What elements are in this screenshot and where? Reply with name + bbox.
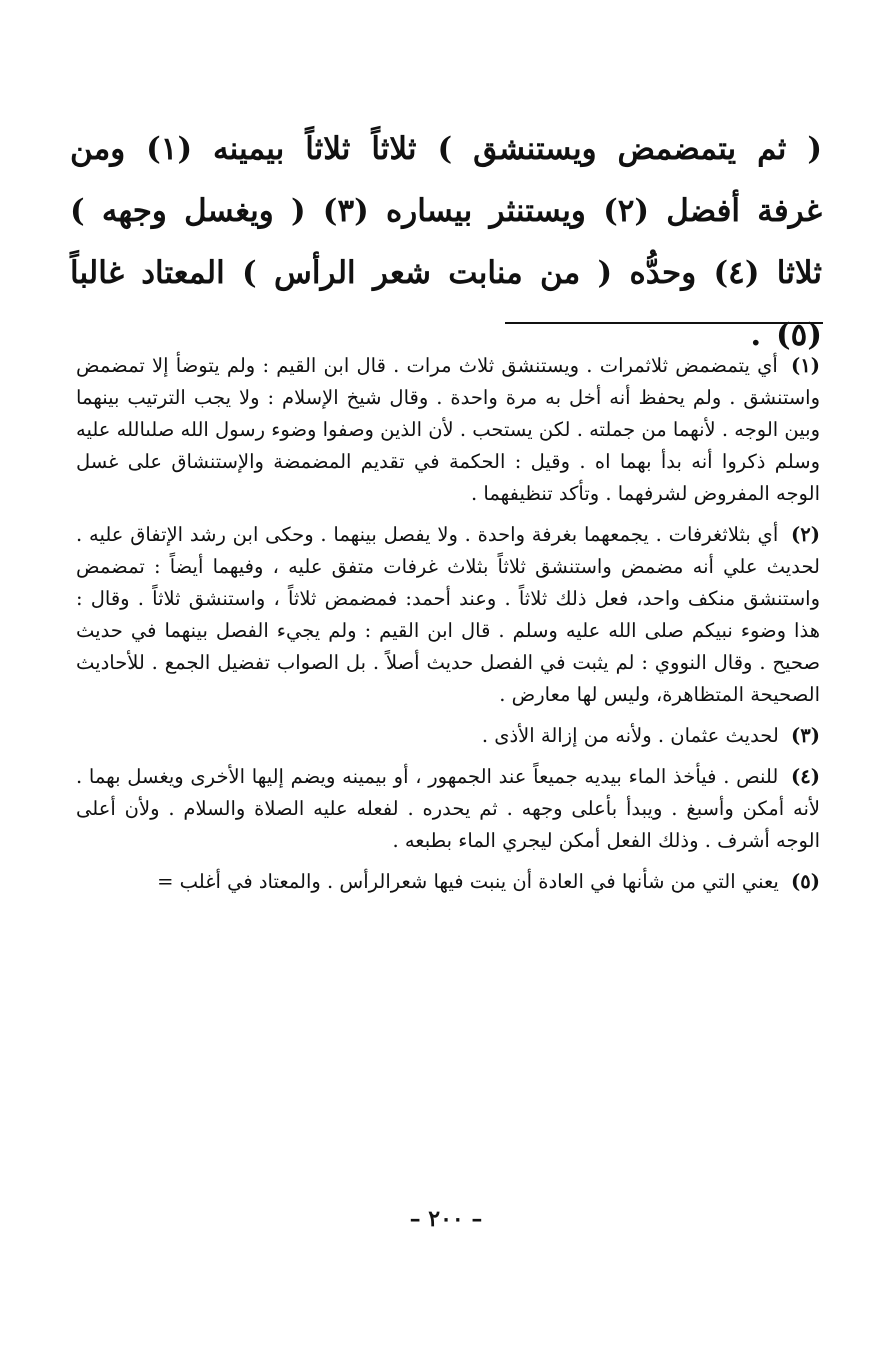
main-text-block <box>70 118 822 366</box>
footnote-1 <box>76 350 820 510</box>
footnote-1-number: (١) <box>791 354 820 377</box>
footnote-5-text: يعني التي من شأنها في العادة أن ينبت فيها شعرالرأس . والمعتاد في أغلب = <box>157 870 779 893</box>
footnote-3-number: (٣) <box>791 724 820 747</box>
page-number: – ٢٠٠ – <box>409 1206 483 1232</box>
footnote-3 <box>76 720 820 752</box>
footnote-5-number: (٥) <box>791 870 820 893</box>
footnote-2-number: (٢) <box>791 523 820 546</box>
footnote-5 <box>76 866 820 898</box>
footnote-4 <box>76 761 820 857</box>
footnotes-section <box>76 350 820 907</box>
footnote-4-text: للنص . فيأخذ الماء بيديه جميعاً عند الجمهور ، أو بيمينه ويضم إليها الأخرى ويغسل بهما . لأنه أمكن وأسبغ . ويبدأ بأعلى وجهه . ثم يحدره . لفعله عليه الصلاة والسلام . ولأن أعلى الوجه أشرف . وذلك الفعل أمكن ليجري الماء بطبعه . <box>76 765 820 852</box>
footnote-separator <box>505 322 823 324</box>
footnote-1-text: أي يتمضمض ثلاثمرات . ويستنشق ثلاث مرات . قال ابن القيم : ولم يتوضأ إلا تمضمض واستنشق . ولم يحفظ أنه أخل به مرة واحدة . وقال شيخ الإسلام : ولا يجب الترتيب بينهما وبين الوجه . لأنهما من جملته . لكن يستحب . لأن الذين وصفوا وضوء رسول الله صلىالله عليه وسلم ذكروا أنه بدأ بهما اه . وقيل : الحكمة في تقديم المضمضة والإستنشاق على غسل الوجه المفروض لشرفهما . وتأكد تنظيفهما . <box>76 354 820 505</box>
main-text: ( ثم يتمضمض ويستنشق ) ثلاثاً ثلاثاً بيمينه (١) ومن غرفة أفضل (٢) ويستنثر بيساره (٣) ( ويغسل وجهه ) ثلاثا (٤) وحدُّه ( من منابت شعر الرأس ) المعتاد غالباً (٥) . <box>70 131 822 353</box>
footnote-2-text: أي بثلاثغرفات . يجمعهما بغرفة واحدة . ولا يفصل بينهما . وحكى ابن رشد الإتفاق عليه . لحديث علي أنه مضمض واستنشق ثلاثاً بثلاث غرفات متفق عليه ، وفيهما أيضاً : تمضمض واستنشق منكف واحد، فعل ذلك ثلاثاً . وعند أحمد: فمضمض ثلاثاً ، واستنشق ثلاثاً . وقال : هذا وضوء نبيكم صلى الله عليه وسلم . قال ابن القيم : ولم يجيء الفصل بينهما في حديث صحيح . وقال النووي : لم يثبت في الفصل حديث أصلاً . بل الصواب تفضيل الجمع . للأحاديث الصحيحة المتظاهرة، وليس لها معارض . <box>76 523 820 706</box>
footnote-2 <box>76 519 820 711</box>
footnote-4-number: (٤) <box>791 765 820 788</box>
footnote-3-text: لحديث عثمان . ولأنه من إزالة الأذى . <box>481 724 779 747</box>
